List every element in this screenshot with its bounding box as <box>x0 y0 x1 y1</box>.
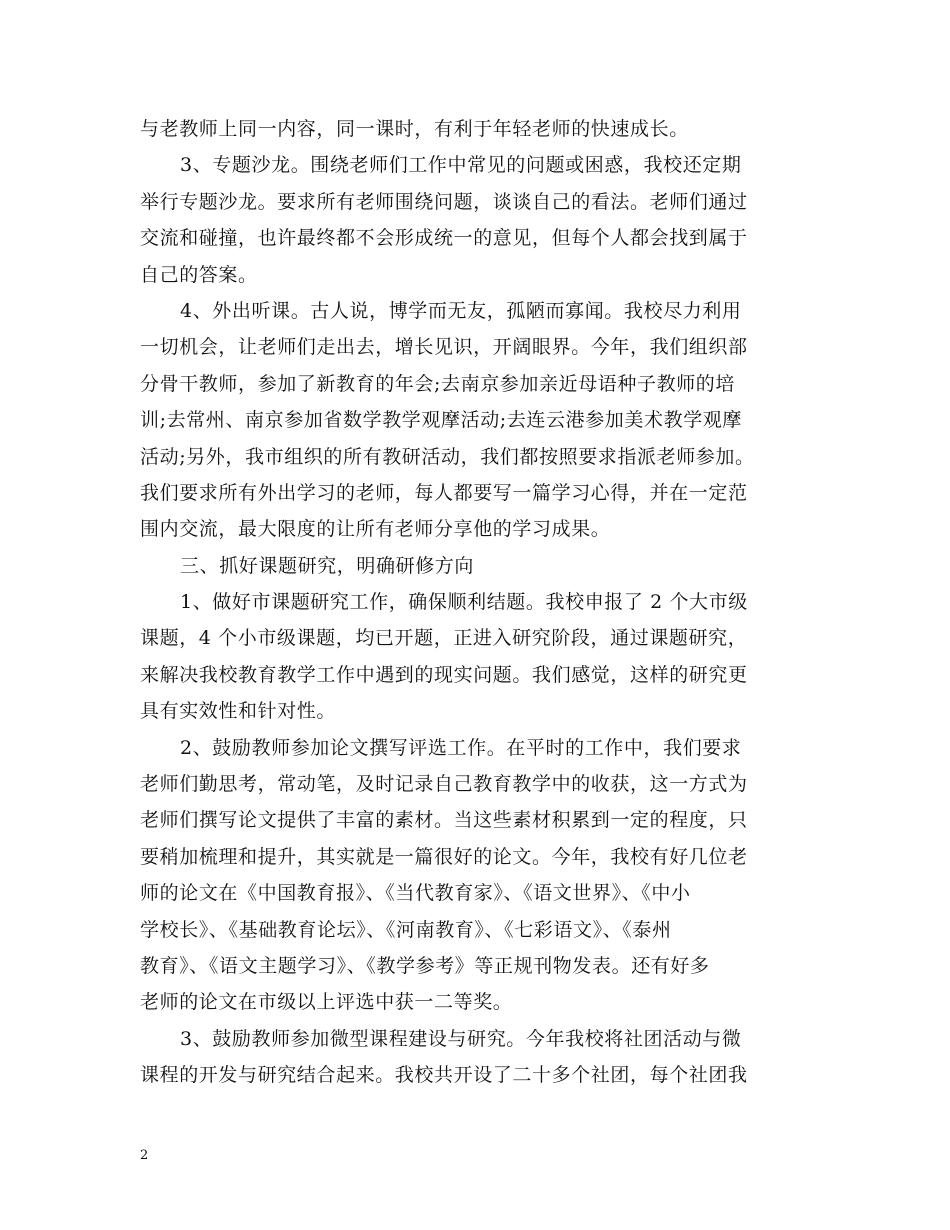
text-line: 3、鼓励教师参加微型课程建设与研究。今年我校将社团活动与微 <box>180 1027 742 1050</box>
text-line: 具有实效性和针对性。 <box>140 700 337 723</box>
text-line: 3、专题沙龙。围绕老师们工作中常见的问题或困惑，我校还定期 <box>180 154 742 177</box>
text-line: 4、外出听课。古人说，博学而无友，孤陋而寡闻。我校尽力利用 <box>180 299 742 322</box>
text-line: 来解决我校教育教学工作中遇到的现实问题。我们感觉，这样的研究更 <box>140 663 748 686</box>
text-line: 老师们撰写论文提供了丰富的素材。当这些素材积累到一定的程度，只 <box>140 809 748 832</box>
text-line: 课题，4 个小市级课题，均已开题，正进入研究阶段，通过课题研究， <box>140 627 748 650</box>
text-line: 自己的答案。 <box>140 263 258 286</box>
text-line: 活动;另外，我市组织的所有教研活动，我们都按照要求指派老师参加。 <box>140 445 755 468</box>
text-line: 训;去常州、南京参加省数学教学观摩活动;去连云港参加美术教学观摩 <box>140 409 743 432</box>
text-line: 围内交流，最大限度的让所有老师分享他的学习成果。 <box>140 518 611 541</box>
text-line: 老师们勤思考，常动笔，及时记录自己教育教学中的收获，这一方式为 <box>140 773 748 796</box>
text-line: 课程的开发与研究结合起来。我校共开设了二十多个社团，每个社团我 <box>140 1064 748 1087</box>
text-line: 分骨干教师，参加了新教育的年会;去南京参加亲近母语种子教师的培 <box>140 372 736 395</box>
text-line: 2、鼓励教师参加论文撰写评选工作。在平时的工作中，我们要求 <box>180 736 742 759</box>
page-number: 2 <box>140 1148 149 1163</box>
body-text <box>140 111 840 1094</box>
text-line: 1、做好市课题研究工作，确保顺利结题。我校申报了 2 个大市级 <box>180 591 748 614</box>
text-line: 学校长》、《基础教育论坛》、《河南教育》、《七彩语文》、《泰州 <box>140 918 672 941</box>
text-line: 与老教师上同一内容，同一课时，有利于年轻老师的快速成长。 <box>140 118 689 140</box>
text-line: 教育》、《语文主题学习》、《教学参考》等正规刊物发表。还有好多 <box>140 954 710 977</box>
text-line: 三、抓好课题研究，明确研修方向 <box>180 554 475 577</box>
text-line: 一切机会，让老师们走出去，增长见识，开阔眼界。今年，我们组织部 <box>140 336 748 359</box>
text-line: 老师的论文在市级以上评选中获一二等奖。 <box>140 991 513 1014</box>
text-line: 交流和碰撞，也许最终都不会形成统一的意见，但每个人都会找到属于 <box>140 227 748 250</box>
text-line: 举行专题沙龙。要求所有老师围绕问题，谈谈自己的看法。老师们通过 <box>140 190 748 213</box>
text-line: 师的论文在《中国教育报》、《当代教育家》、《语文世界》、《中小 <box>140 882 691 905</box>
text-line: 要稍加梳理和提升，其实就是一篇很好的论文。今年，我校有好几位老 <box>140 845 748 868</box>
text-line: 我们要求所有外出学习的老师，每人都要写一篇学习心得，并在一定范 <box>140 481 748 504</box>
